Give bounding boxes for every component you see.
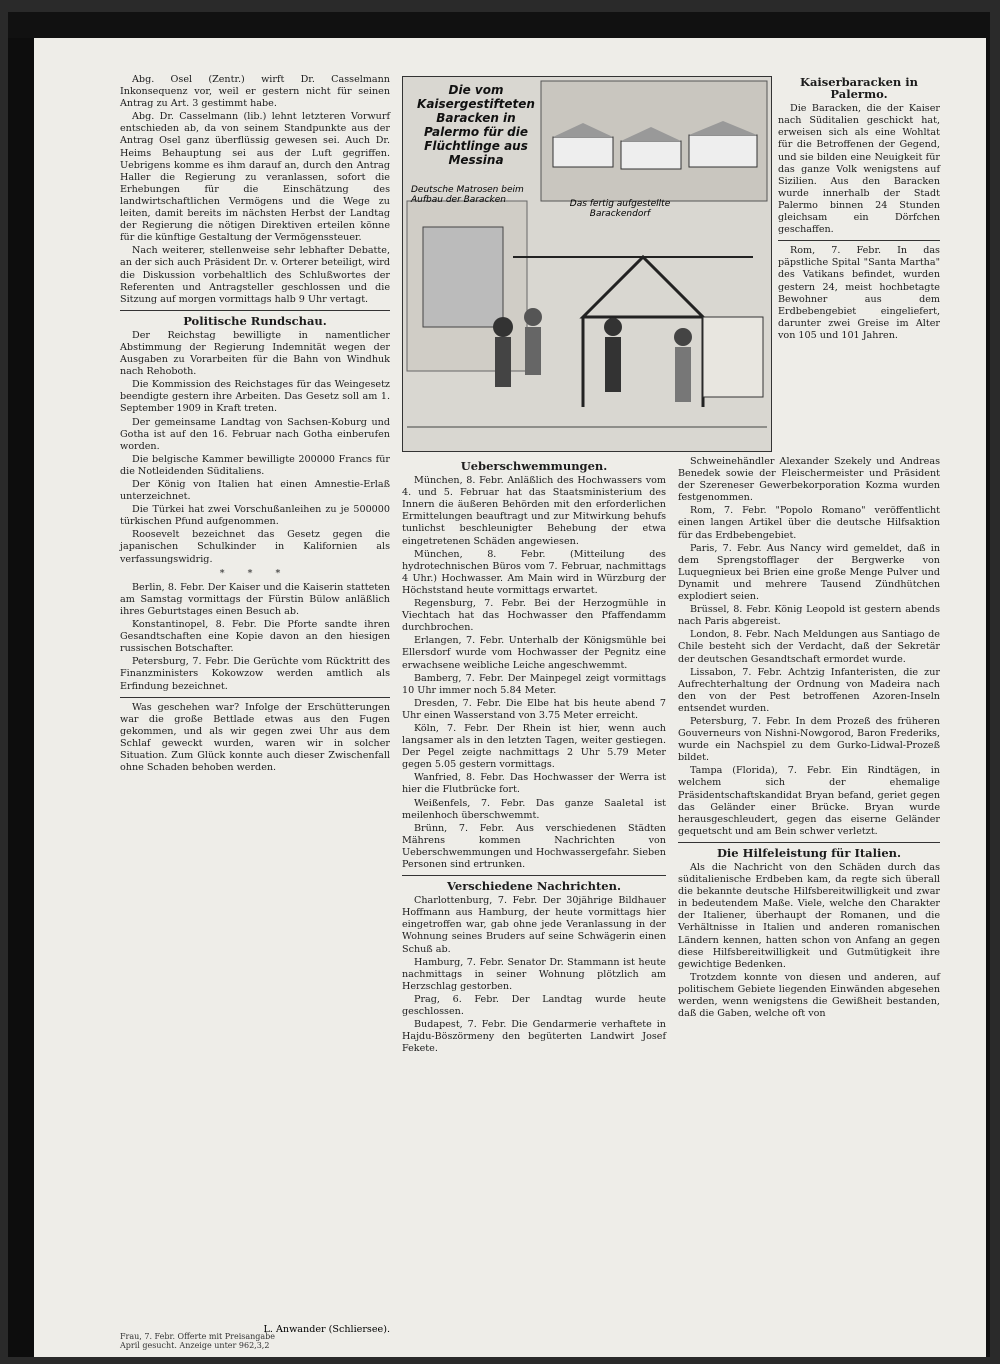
paragraph: Schweinehändler Alexander Szekely und Andreas Benedek sowie der Fleischermeister und Präsident der Szereneser Gewerbekorporation Kozma wurden festgenommen. <box>678 456 940 504</box>
paragraph: Was geschehen war? Infolge der Erschütterungen war die große Bettlade etwas aus den Fugen gekommen, und als wir gegen zwei Uhr aus dem Schlaf geweckt wurden, waren wir in solcher Situation. Zum Glück konnte auch dieser Zwischenfall ohne Schaden behoben werden. <box>120 701 390 774</box>
paragraph: München, 8. Febr. (Mitteilung des hydrotechnischen Büros vom 7. Februar, nachmittags 4 Uhr.) Hochwasser. Am Main wird in Würzburg der Höchststand heute vormittags erwartet. <box>402 548 666 596</box>
paragraph: Die belgische Kammer bewilligte 200000 Francs für die Notleidenden Süditaliens. <box>120 453 390 477</box>
paragraph: Hamburg, 7. Febr. Senator Dr. Stammann ist heute nachmittags in seiner Wohnung plötzlich am Herzschlag gestorben. <box>402 956 666 992</box>
paragraph: Als die Nachricht von den Schäden durch das süditalienische Erdbeben kam, da regte sich überall die bekannte deutsche Hilfsbereitwilligkeit und zwar in bedeutendem Maße. Viele, welche den Charakter der Italiener, überhaupt der Romanen, und die Verhältnisse in Italien und anderen romanischen Ländern kennen, hatten schon von Anfang an gegen diese Hilfsbereitwilligkeit und Gutmütigkeit ihre gewichtige Bedenken. <box>678 862 940 970</box>
paragraph: Die Baracken, die der Kaiser nach Süditalien geschickt hat, erweisen sich als eine Wohltat für die Betroffenen der Gegend, und sie bilden eine Neuigkeit für das ganze Volk wenigstens auf Sizilien. Aus den Baracken wurde innerhalb der Stadt Palermo binnen 24 Stunden gleichsam ein Dörfchen geschaffen. <box>778 103 940 236</box>
paragraph: Prag, 6. Febr. Der Landtag wurde heute geschlossen. <box>402 993 666 1018</box>
illustration-drawing <box>403 77 771 451</box>
paragraph: Brüssel, 8. Febr. König Leopold ist gestern abends nach Paris abgereist. <box>678 604 940 628</box>
paragraph: Trotzdem konnte von diesen und anderen, auf politischem Gebiete liegenden Einwänden abgesehen werden, wenn wenigstens die Gewißheit bestanden, daß die Gaben, welche oft von <box>678 971 940 1020</box>
paragraph: Köln, 7. Febr. Der Rhein ist hier, wenn auch langsamer als in den letzten Tagen, weiter gestiegen. Der Pegel zeigte nachmittags 2 Uhr 5.79 Meter gegen 5.05 gestern vormittags. <box>402 722 666 771</box>
paragraph: Dresden, 7. Febr. Die Elbe hat bis heute abend 7 Uhr einen Wasserstand von 3.75 Meter erreicht. <box>402 697 666 721</box>
illustration-title: Die vom Kaisergestifteten Baracken in Palermo für die Flüchtlinge aus Messina <box>417 83 535 167</box>
column-1 <box>120 74 390 775</box>
footer-line: Frau, 7. Febr. Offerte mit Preisangabe <box>120 1332 276 1341</box>
paragraph: Rom, 7. Febr. "Popolo Romano" veröffentlicht einen langen Artikel über die deutsche Hilfsaktion für das Erdbebengebiet. <box>678 505 940 541</box>
section-heading: Ueberschwemmungen. <box>460 459 608 473</box>
paragraph: Charlottenburg, 7. Febr. Der 30jährige Bildhauer Hoffmann aus Hamburg, der heute vormittags hier eingetroffen war, gab ohne jede Veranlassung in der Wohnung seines Bruders auf seine Schwägerin einen Schuß ab. <box>402 895 666 955</box>
paragraph: Brünn, 7. Febr. Aus verschiedenen Städten Mährens kommen Nachrichten von Ueberschwemmungen und Hochwassergefahr. Sieben Personen sind ertrunken. <box>402 822 666 870</box>
newspaper-page <box>8 12 990 1357</box>
scan-border-left <box>8 12 34 1357</box>
paragraph: Nach weiterer, stellenweise sehr lebhafter Debatte, an der sich auch Präsident Dr. v. Orterer beteiligt, wird die Diskussion vorbehaltlich des Schlußwortes der Referenten und Antragsteller geschlossen und die Sitzung auf morgen vormittags halb 9 Uhr vertagt. <box>120 245 390 305</box>
footer-ad <box>120 1332 275 1350</box>
divider <box>778 240 940 241</box>
paragraph: Abg. Osel (Zentr.) wirft Dr. Casselmann Inkonsequenz vor, weil er gestern nicht für seinen Antrag zu Art. 3 gestimmt habe. <box>120 74 390 110</box>
section-stars: * * * <box>219 567 291 579</box>
caption-sailors: Deutsche Matrosen beim Aufbau der Baracken <box>411 185 524 205</box>
column-2 <box>402 456 666 1056</box>
paragraph: Erlangen, 7. Febr. Unterhalb der Königsmühle bei Ellersdorf wurde vom Hochwasser der Pegnitz eine erwachsene weibliche Leiche angeschwemmt. <box>402 635 666 671</box>
divider <box>120 310 390 311</box>
column-3 <box>678 456 940 1021</box>
paragraph: Der König von Italien hat einen Amnestie-Erlaß unterzeichnet. <box>120 479 390 503</box>
paragraph: Petersburg, 7. Febr. Die Gerüchte vom Rücktritt des Finanzministers Kokowzow werden amtlich als Erfindung bezeichnet. <box>120 656 390 692</box>
paragraph: Bamberg, 7. Febr. Der Mainpegel zeigt vormittags 10 Uhr immer noch 5.84 Meter. <box>402 672 666 696</box>
paragraph: Abg. Dr. Casselmann (lib.) lehnt letzteren Vorwurf entschieden ab, da von seinem Standpunkte aus der Antrag Osel ganz überflüssig gewesen sei. Auch Dr. Heims Behauptung sei aus der Luft gegriffen. Uebrigens komme es ihm darauf an, durch den Antrag Haller die Regierung zu veranlassen, sofort die Erhebungen für die Einschätzung des landwirtschaftlichen Vermögens und die Wege zu leiten, damit bereits im nächsten Herbst der Landtag der Regierung die nötigen Direktiven erteilen könne für die künftige Gestaltung der Vermögenssteuer. <box>120 111 390 244</box>
paragraph: Regensburg, 7. Febr. Bei der Herzogmühle in Viechtach hat das Hochwasser den Pfaffendamm durchbrochen. <box>402 598 666 634</box>
paragraph: Wanfried, 8. Febr. Das Hochwasser der Werra ist hier die Flutbrücke fort. <box>402 772 666 796</box>
paragraph: Die Kommission des Reichstages für das Weingesetz beendigte gestern ihre Arbeiten. Das Gesetz soll am 1. September 1909 in Kraft treten. <box>120 379 390 415</box>
paragraph: Rom, 7. Febr. In das päpstliche Spital "Santa Martha" des Vatikans befindet, wurden gestern 24, meist hochbetagte Bewohner aus dem Erdbebengebiet eingeliefert, darunter zwei Greise im Alter von 105 und 101 Jahren. <box>778 245 940 341</box>
caption-village: Das fertig aufgestellte Barackendorf <box>569 199 671 219</box>
footer-line: April gesucht. Anzeige unter 962,3,2 <box>120 1341 270 1350</box>
paragraph: London, 8. Febr. Nach Meldungen aus Santiago de Chile besteht sich der Verdacht, daß der Sekretär der deutschen Gesandtschaft ermordet wurde. <box>678 629 940 665</box>
paragraph: Der gemeinsame Landtag von Sachsen-Koburg und Gotha ist auf den 16. Februar nach Gotha einberufen worden. <box>120 416 390 452</box>
barracks-illustration <box>402 76 772 452</box>
author-credit: L. Anwander (Schliersee). <box>263 1324 390 1335</box>
section-heading: Die Hilfeleistung für Italien. <box>716 845 902 860</box>
paragraph: Paris, 7. Febr. Aus Nancy wird gemeldet, daß in dem Sprengstofflager der Bergwerke von Luquegnieux bei Brien eine große Menge Pulver und Dynamit und mehrere Tausend Zündhütchen explodiert seien. <box>678 542 940 603</box>
paragraph: Berlin, 8. Febr. Der Kaiser und die Kaiserin statteten am Samstag vormittags der Fürstin Bülow anläßlich ihres Geburtstages einen Besuch ab. <box>120 581 390 617</box>
paragraph: München, 8. Febr. Anläßlich des Hochwassers vom 4. und 5. Februar hat das Staatsministerium des Innern die äußeren Behörden mit den erforderlichen Ermittelungen beauftragt und zur Mitwirkung behufs tunlichst beschleunigter Behebung der etwa eingetretenen Schäden angewiesen. <box>402 475 666 547</box>
section-heading: Politische Rundschau. <box>183 313 327 328</box>
paragraph: Weißenfels, 7. Febr. Das ganze Saaletal ist meilenhoch überschwemmt. <box>402 797 666 821</box>
paragraph: Lissabon, 7. Febr. Achtzig Infanteristen, die zur Aufrechterhaltung der Ordnung von Madeira nach den von der Pest betroffenen Azoren-Inseln entsendet wurden. <box>678 666 940 714</box>
paragraph: Tampa (Florida), 7. Febr. Ein Rindtägen, in welchem sich der ehemalige Präsidentschaftskandidat Bryan befand, geriet gegen das Geländer einer Brücke. Bryan wurde herausgeschleudert, gegen das eiserne Geländer gequetscht und am Bein schwer verletzt. <box>678 765 940 837</box>
column-3-top <box>778 72 940 343</box>
paragraph: Budapest, 7. Febr. Die Gendarmerie verhaftete in Hajdu-Böszörmeny den begüterten Landwirt Josef Fekete. <box>402 1019 666 1055</box>
divider <box>678 842 940 843</box>
paragraph: Konstantinopel, 8. Febr. Die Pforte sandte ihren Gesandtschaften eine Kopie davon an den hiesigen russischen Botschafter. <box>120 619 390 655</box>
paragraph: Der Reichstag bewilligte in namentlicher Abstimmung der Regierung Indemnität wegen der Ausgaben zu Vorarbeiten für die Bahn von Windhuk nach Rehoboth. <box>120 329 390 378</box>
scan-border-right <box>986 12 990 1357</box>
paragraph: Roosevelt bezeichnet das Gesetz gegen die japanischen Schulkinder in Kalifornien als verfassungswidrig. <box>120 529 390 565</box>
paragraph: Petersburg, 7. Febr. In dem Prozeß des früheren Gouverneurs von Nishni-Nowgorod, Baron Frederiks, wurde ein Nachspiel zu dem Gurko-Lidwal-Prozeß bildet. <box>678 715 940 764</box>
section-heading: Verschiedene Nachrichten. <box>447 879 621 894</box>
divider <box>402 875 666 876</box>
scan-border-top <box>8 12 990 38</box>
divider <box>120 697 390 698</box>
section-heading: Kaiserbaracken in Palermo. <box>799 75 919 102</box>
paragraph: Die Türkei hat zwei Vorschußanleihen zu je 500000 türkischen Pfund aufgenommen. <box>120 504 390 528</box>
